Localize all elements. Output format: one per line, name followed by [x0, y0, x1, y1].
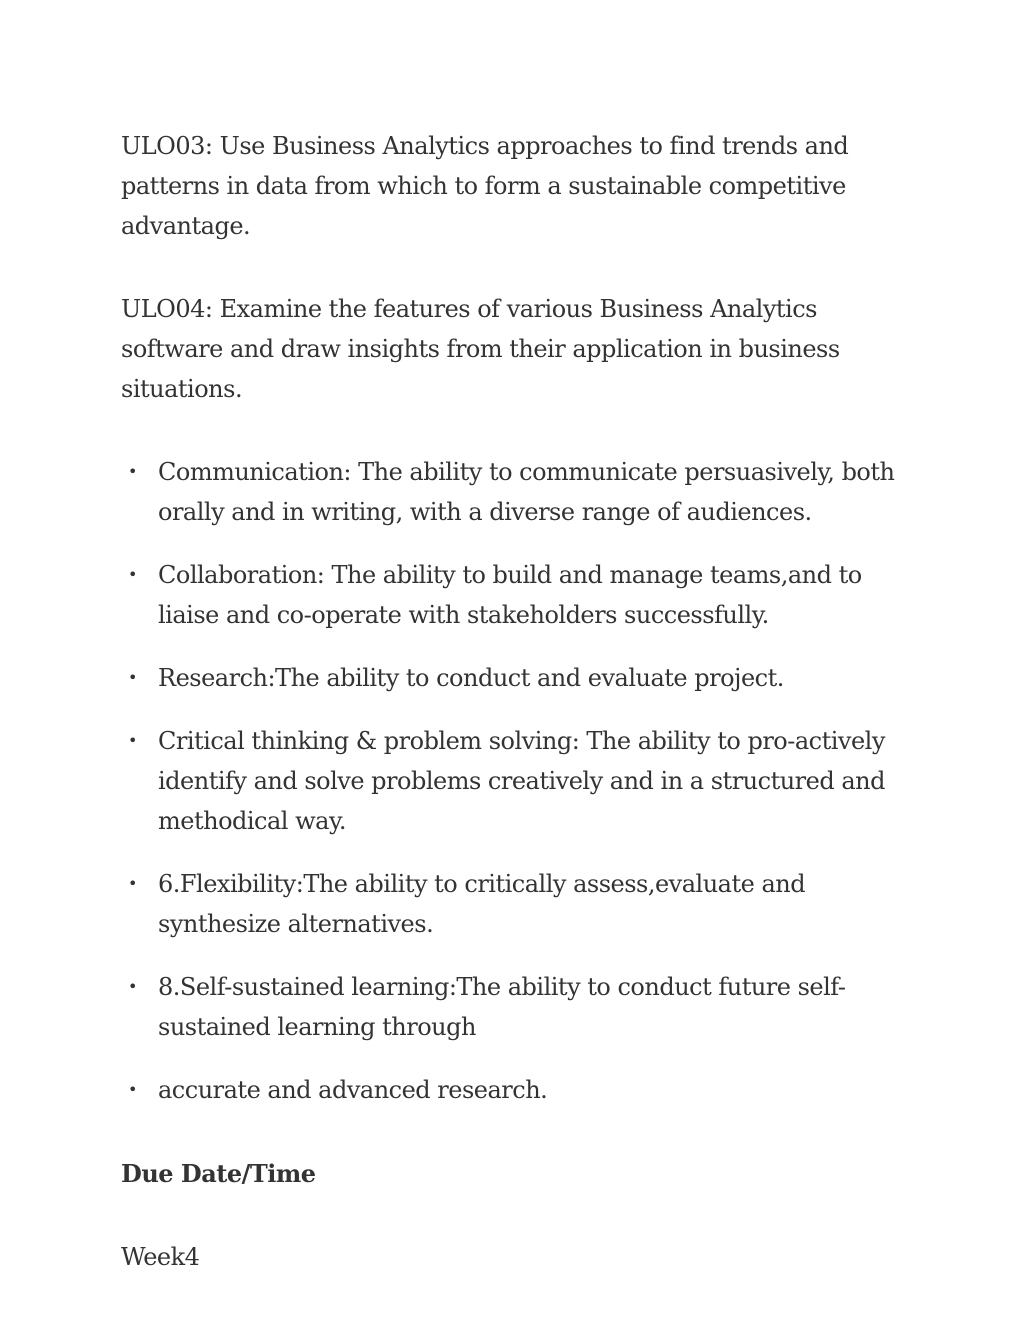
document-body	[121, 126, 921, 1277]
ulo04-paragraph: ULO04: Examine the features of various Business Analytics software and draw insights from their application in business situations.	[121, 295, 840, 403]
due-date-heading: Due Date/Time	[121, 1159, 316, 1188]
graduate-outcomes-list	[121, 452, 921, 1110]
bullet-icon: •	[128, 977, 137, 996]
list-item	[121, 864, 921, 944]
list-item-text: Research:The ability to conduct and evaluate project.	[158, 664, 784, 692]
bullet-icon: •	[128, 462, 137, 481]
list-item-text: Critical thinking & problem solving: The ability to pro-actively identify and solve problems creatively and in a structured and methodical way.	[158, 727, 885, 835]
bullet-icon: •	[128, 565, 137, 584]
list-item-text: Communication: The ability to communicate persuasively, both orally and in writing, with a diverse range of audiences.	[158, 458, 895, 526]
bullet-icon: •	[128, 874, 137, 893]
list-item-text: accurate and advanced research.	[158, 1076, 548, 1104]
bullet-icon: •	[128, 1080, 137, 1099]
bullet-icon: •	[128, 731, 137, 750]
list-item	[121, 1070, 921, 1110]
list-item	[121, 721, 921, 841]
list-item	[121, 452, 921, 532]
list-item-text: 6.Flexibility:The ability to critically assess,evaluate and synthesize alternatives.	[158, 870, 806, 938]
list-item	[121, 555, 921, 635]
list-item	[121, 658, 921, 698]
list-item-text: Collaboration: The ability to build and manage teams,and to liaise and co-operate with stakeholders successfully.	[158, 561, 862, 629]
list-item	[121, 967, 921, 1047]
due-date-value: Week4	[121, 1243, 200, 1271]
list-item-text: 8.Self-sustained learning:The ability to conduct future self-sustained learning through	[158, 973, 846, 1041]
bullet-icon: •	[128, 668, 137, 687]
ulo03-paragraph: ULO03: Use Business Analytics approaches to find trends and patterns in data from which to form a sustainable competitive advantage.	[121, 132, 849, 240]
